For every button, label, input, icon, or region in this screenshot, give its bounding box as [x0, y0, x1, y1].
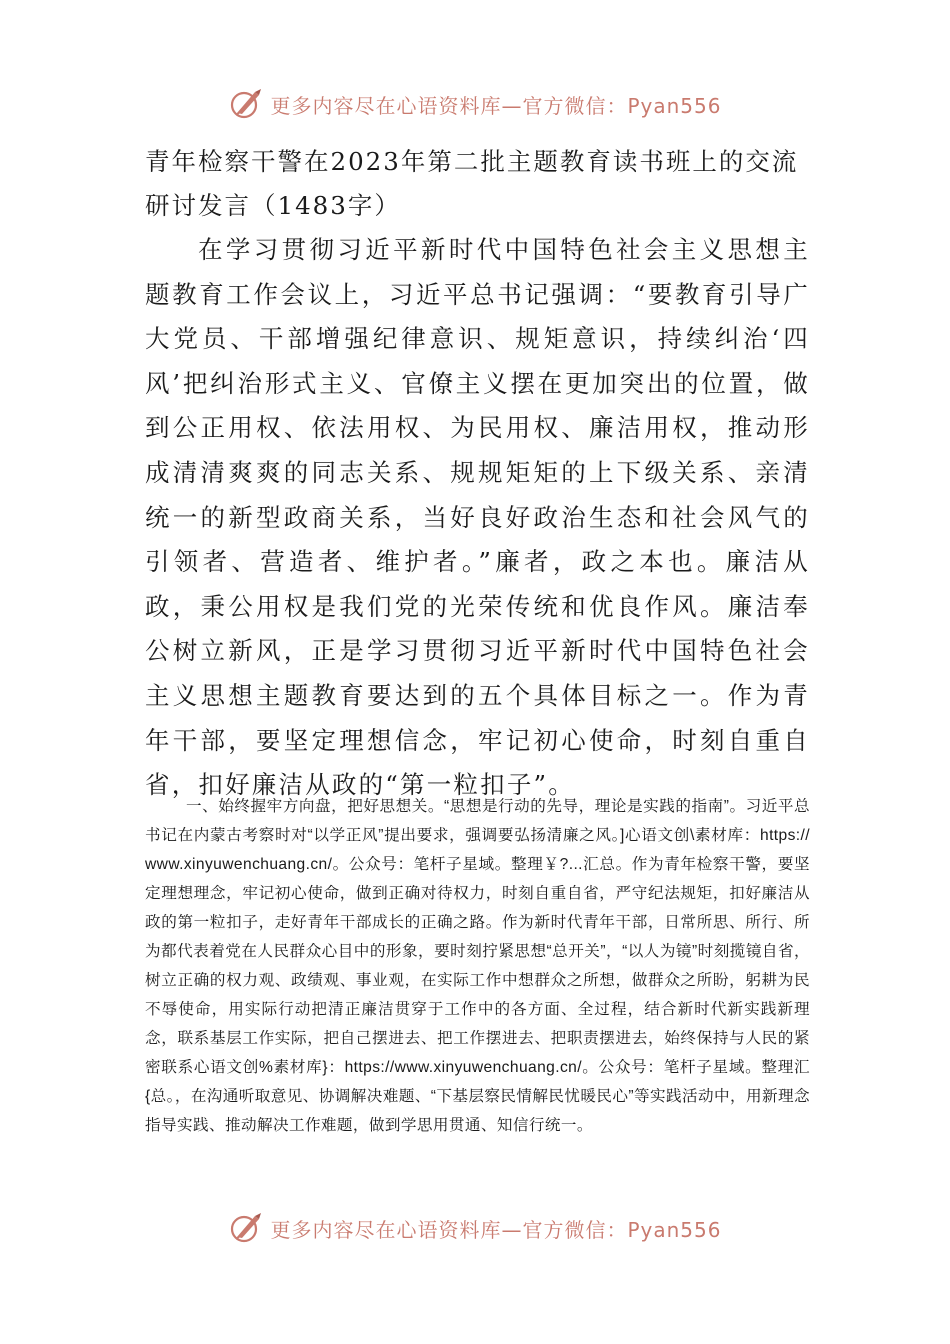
quill-pen-logo-icon	[228, 1210, 264, 1246]
header-banner	[0, 82, 950, 126]
document-title: 青年检察干警在2023年第二批主题教育读书班上的交流研讨发言（1483字）	[145, 147, 799, 220]
quill-pen-logo-icon	[228, 86, 264, 122]
header-banner-text: 更多内容尽在心语资料库—官方微信：Pyan556	[270, 93, 722, 118]
paragraph-main: 在学习贯彻习近平新时代中国特色社会主义思想主题教育工作会议上，习近平总书记强调：“要教育引导广大党员、干部增强纪律意识、规矩意识，持续纠治‘四风’把纠治形式主义、官僚主义摆在更加突出的位置，做到公正用权、依法用权、为民用权、廉洁用权，推动形成清清爽爽的同志关系、规规矩矩的上下级关系、亲清统一的新型政商关系，当好良好政治生态和社会风气的引领者、营造者、维护者。”廉者，政之本也。廉洁从政，秉公用权是我们党的光荣传统和优良作风。廉洁奉公树立新风，正是学习贯彻习近平新时代中国特色社会主义思想主题教育要达到的五个具体目标之一。作为青年干部，要坚定理想信念，牢记初心使命，时刻自重自省，扣好廉洁从政的“第一粒扣子”。	[145, 235, 810, 800]
footer-banner-text: 更多内容尽在心语资料库—官方微信：Pyan556	[270, 1217, 722, 1242]
paragraph-section-one: 一、始终握牢方向盘，把好思想关。“思想是行动的先导，理论是实践的指南”。习近平总书记在内蒙古考察时对“以学正风”提出要求，强调要弘扬清廉之风。]心语文创\素材库：https://www.xinyuwenchuang.cn/。公众号：笔杆子星域。整理￥?...汇总。作为青年检察干警，要坚定理想理念，牢记初心使命，做到正确对待权力，时刻自重自省，严守纪法规矩，扣好廉洁从政的第一粒扣子，走好青年干部成长的正确之路。作为新时代青年干部，日常所思、所行、所为都代表着党在人民群众心目中的形象，要时刻拧紧思想“总开关”，“以人为镜”时刻揽镜自省，树立正确的权力观、政绩观、事业观，在实际工作中想群众之所想，做群众之所盼，躬耕为民不辱使命，用实际行动把清正廉洁贯穿于工作中的各方面、全过程，结合新时代新实践新理念，联系基层工作实际，把自己摆进去、把工作摆进去、把职责摆进去，始终保持与人民的紧密联系心语文创%素材库}：https://www.xinyuwenchuang.cn/。公众号：笔杆子星域。整理汇{总。，在沟通听取意见、协调解决难题、“下基层察民情解民忧暖民心”等实践活动中，用新理念指导实践、推动解决工作难题，做到学思用贯通、知信行统一。	[145, 798, 810, 1134]
footer-banner	[0, 1206, 950, 1250]
